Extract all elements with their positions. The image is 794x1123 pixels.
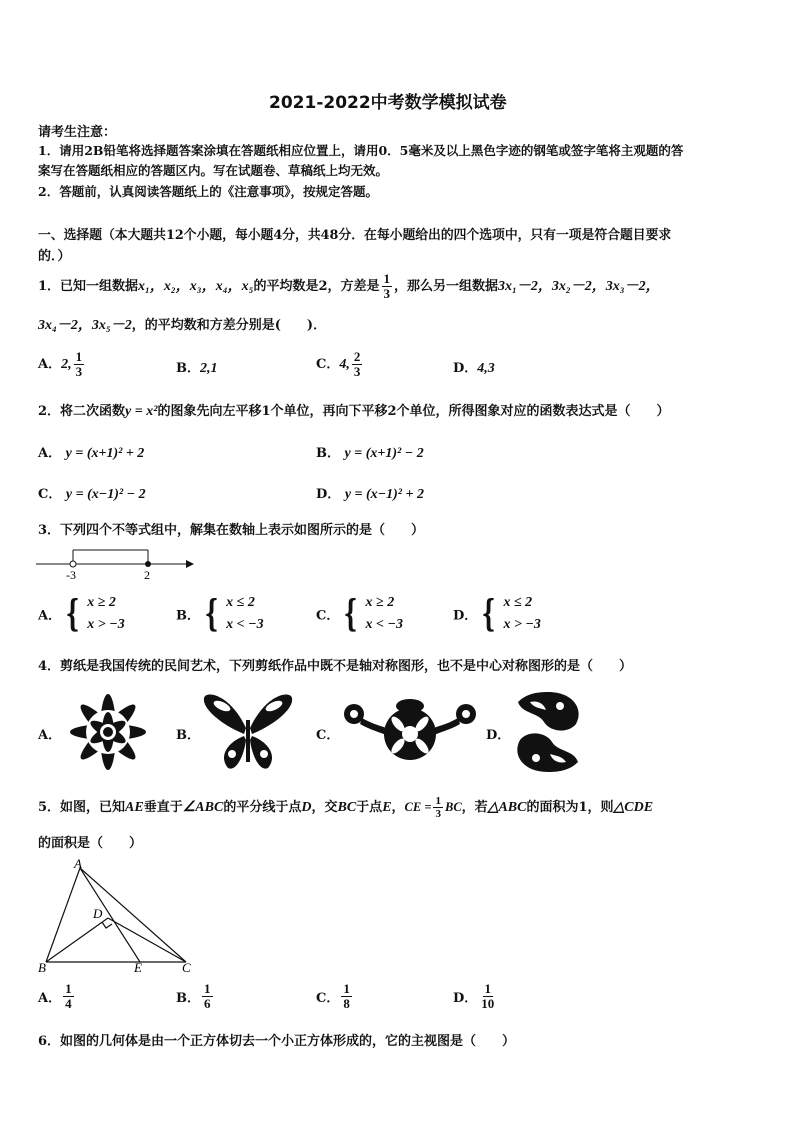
q2-option-c[interactable]: C． y = (x−1)² − 2 [38, 487, 146, 502]
question-1-line-2: 3x₄－2，3x₅－2，的平均数和方差分别是( )． [38, 318, 327, 333]
label-c: C [182, 960, 191, 975]
segment-dc [108, 918, 186, 962]
q1-option-c[interactable]: C．4, $\frac{2}{3}$ [316, 349, 361, 379]
q2-function: y = x² [125, 404, 158, 419]
papercut-fish-image [510, 688, 586, 776]
q3-option-a[interactable]: A． { x ≥ 2 x > −3 [38, 593, 125, 635]
question-5-line-2: 的面积是（ ） [38, 836, 143, 851]
papercut-scroll-flower-image [340, 696, 480, 768]
section1-heading-b: 的．） [38, 249, 71, 264]
q4-option-d-label[interactable]: D． [486, 728, 511, 743]
q5-option-a[interactable]: A． $\frac{1}{4}$ [38, 981, 72, 1011]
page-title: 2021-2022中考数学模拟试卷 [269, 93, 507, 113]
right-angle-mark [102, 922, 112, 928]
number-line-arrow [186, 560, 194, 568]
q1-option-a[interactable]: A．2, $\frac{1}{3}$ [38, 349, 83, 379]
q5-option-d[interactable]: D． $\frac{1}{10}$ [453, 981, 495, 1011]
q1-option-d[interactable]: D．4,3 [453, 361, 495, 376]
question-6: 6．如图的几何体是由一个正方体切去一个小正方体形成的，它的主视图是（ ） [38, 1034, 516, 1049]
notice-line-1b: 案写在答题纸相应的答题区内。写在试题卷、草稿纸上均无效。 [38, 163, 389, 178]
notice-line-1a: 1．请用2B铅笔将选择题答案涂填在答题纸相应位置上，请用0．5毫米及以上黑色字迹的钢笔或签字笔将主观题的答 [38, 143, 684, 158]
segment-ae [80, 868, 140, 962]
q2-option-a[interactable]: A． y = (x+1)² + 2 [38, 446, 145, 461]
q3-option-b[interactable]: B． { x ≤ 2 x < −3 [176, 593, 264, 635]
label-a: A [74, 858, 82, 871]
q1-expr-2: 3x₄－2，3x₅－2 [38, 318, 132, 333]
q2-option-d[interactable]: D． y = (x−1)² + 2 [316, 487, 424, 502]
open-point-minus-3 [70, 561, 76, 567]
label-e: E [134, 960, 142, 975]
q5-option-c[interactable]: C． $\frac{1}{8}$ [316, 981, 350, 1011]
question-1-line-1: 1．已知一组数据x₁，x₂，x₃，x₄，x₅的平均数是2，方差是 $\frac{1}{3}$ ，那么另一组数据3x₁－2，3x₂－2，3x₃－2， [38, 271, 660, 301]
q2-option-b[interactable]: B． y = (x+1)² − 2 [316, 446, 424, 461]
notice-line-2: 2．答题前，认真阅读答题纸上的《注意事项》，按规定答题。 [38, 184, 378, 199]
label-d: D [93, 906, 103, 921]
tick-label-minus-3: -3 [66, 568, 76, 582]
triangle-figure [36, 858, 206, 978]
segment-bd [46, 918, 108, 962]
q1-data-vars: x₁，x₂，x₃，x₄，x₅ [138, 279, 254, 294]
q3-option-d[interactable]: D． { x ≤ 2 x > −3 [453, 593, 541, 635]
number-line-figure [36, 546, 196, 582]
question-4: 4．剪纸是我国传统的民间艺术，下列剪纸作品中既不是轴对称图形，也不是中心对称图形的是（ ） [38, 659, 633, 674]
closed-point-2 [145, 561, 151, 567]
segment-ab [46, 868, 80, 962]
question-2: 2．将二次函数y = x²的图象先向左平移1个单位，再向下平移2个单位，所得图象对应的函数表达式是（ ） [38, 404, 670, 419]
q1-variance-fraction: $\frac{1}{3}$ [383, 271, 390, 301]
notice-heading: 请考生注意： [38, 125, 117, 140]
label-b: B [38, 960, 46, 975]
section1-heading-a: 一、选择题（本大题共12个小题，每小题4分，共48分．在每小题给出的四个选项中，只有一项是符合题目要求 [38, 228, 672, 243]
q4-option-b-label[interactable]: B． [176, 728, 200, 743]
papercut-butterfly-image [200, 690, 296, 772]
q4-option-a-label[interactable]: A． [38, 728, 62, 743]
q1-expr-1: 3x₁－2，3x₂－2，3x₃－2， [498, 279, 660, 294]
q5-option-b[interactable]: B． $\frac{1}{6}$ [176, 981, 211, 1011]
q4-option-c-label[interactable]: C． [316, 728, 340, 743]
tick-label-2: 2 [144, 568, 150, 582]
papercut-flower-image [64, 688, 152, 776]
q3-option-c[interactable]: C． { x ≥ 2 x < −3 [316, 593, 403, 635]
question-5-line-1: 5．如图，已知AE垂直于∠ABC的平分线于点D，交BC于点E，CE = $\frac{1}{3}$ BC，若△ABC的面积为1，则△CDE [38, 795, 654, 820]
q1-option-b[interactable]: B．2,1 [176, 361, 218, 376]
question-3: 3．下列四个不等式组中，解集在数轴上表示如图所示的是（ ） [38, 523, 425, 538]
